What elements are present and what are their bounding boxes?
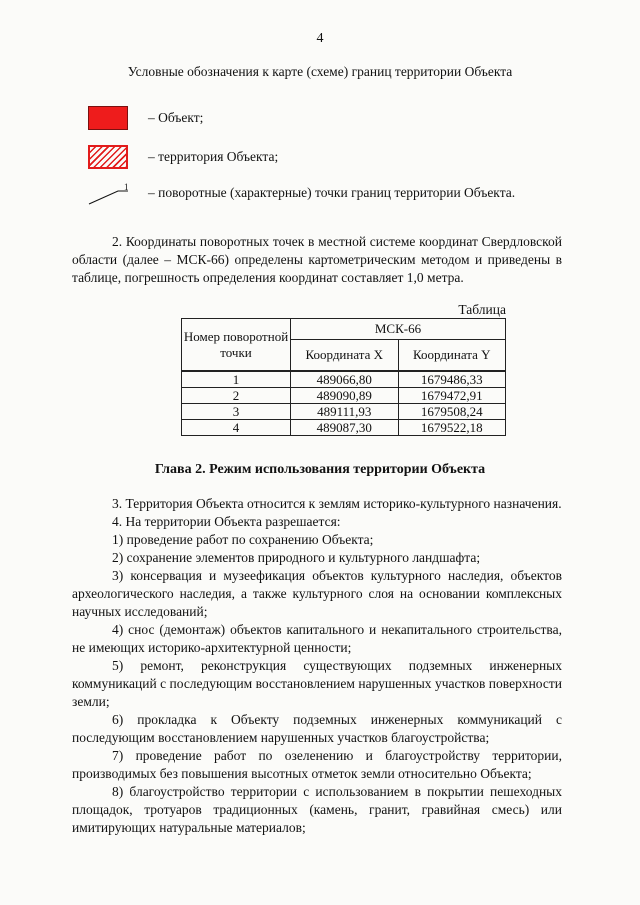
legend-item-territory xyxy=(88,144,278,170)
table-row xyxy=(182,404,506,420)
list-item: 2) сохранение элементов природного и культурного ландшафта; xyxy=(112,550,481,565)
list-item: 8) благоустройство территории с использованием в покрытии пешеходных площадок, тротуаров традиционных (камень, гранит, гравийная смесь) или имитирующих натуральные материалов; xyxy=(72,784,562,835)
page-number: 4 xyxy=(316,31,324,46)
table-row xyxy=(182,371,506,388)
coordinates-table xyxy=(181,318,506,436)
cell-point-number: 1 xyxy=(182,371,291,388)
list-item: 6) прокладка к Объекту подземных инженерных коммуникаций с последующим восстановлением нарушенных участков благоустройства; xyxy=(72,712,562,745)
table-caption: Таблица xyxy=(458,302,506,317)
legend-label: – поворотные (характерные) точки границ территории Объекта. xyxy=(148,185,516,200)
table-row xyxy=(182,420,506,436)
cell-y: 1679472,91 xyxy=(398,388,506,404)
legend-label: – Объект; xyxy=(148,110,204,125)
header-coordinate-x: Координата X xyxy=(291,340,399,372)
header-coordinate-system: МСК-66 xyxy=(291,319,506,340)
table-row xyxy=(182,388,506,404)
cell-x: 489087,30 xyxy=(291,420,399,436)
coordinates-intro-paragraph: 2. Координаты поворотных точек в местной системе координат Свердловской области (далее – МСК-66) определены картометрическим методом и приведены в таблице, погрешность определения координат составляет 1,0 метра. xyxy=(72,234,562,285)
list-item: 4) снос (демонтаж) объектов капитального и некапитального строительства, не имеющих историко-архитектурной ценности; xyxy=(72,622,562,655)
header-point-number: Номер поворотной точки xyxy=(182,319,291,372)
paragraph: 3. Территория Объекта относится к землям историко-культурного назначения. xyxy=(112,496,562,511)
cell-point-number: 4 xyxy=(182,420,291,436)
chapter-title: Глава 2. Режим использования территории Объекта xyxy=(154,462,486,477)
cell-point-number: 3 xyxy=(182,404,291,420)
legend-item-turning-points xyxy=(88,180,515,206)
cell-y: 1679508,24 xyxy=(398,404,506,420)
header-coordinate-y: Координата Y xyxy=(398,340,506,372)
cell-point-number: 2 xyxy=(182,388,291,404)
cell-y: 1679486,33 xyxy=(398,371,506,388)
cell-x: 489066,80 xyxy=(291,371,399,388)
cell-x: 489090,89 xyxy=(291,388,399,404)
chapter-body xyxy=(72,495,562,837)
legend-title: Условные обозначения к карте (схеме) границ территории Объекта xyxy=(127,64,513,79)
list-item: 5) ремонт, реконструкция существующих подземных инженерных коммуникаций с последующим восстановлением нарушенных участков поверхности земли; xyxy=(72,658,562,709)
cell-y: 1679522,18 xyxy=(398,420,506,436)
cell-x: 489111,93 xyxy=(291,404,399,420)
turning-point-number: 1 xyxy=(124,182,129,192)
legend-label: – территория Объекта; xyxy=(148,149,279,164)
list-item: 3) консервация и музеефикация объектов культурного наследия, объектов археологического наследия, а также культурного слоя на основании комплексных научных исследований; xyxy=(72,568,562,619)
list-item: 7) проведение работ по озеленению и благоустройству территории, производимых без повышения высотных отметок земли относительно Объекта; xyxy=(72,748,562,781)
legend-item-object xyxy=(88,105,203,131)
red-filled-rectangle-icon xyxy=(88,106,128,130)
list-item: 1) проведение работ по сохранению Объекта; xyxy=(112,532,374,547)
paragraph: 4. На территории Объекта разрешается: xyxy=(112,514,341,529)
red-hatched-rectangle-icon xyxy=(88,145,128,169)
turning-point-line-icon xyxy=(88,181,128,205)
